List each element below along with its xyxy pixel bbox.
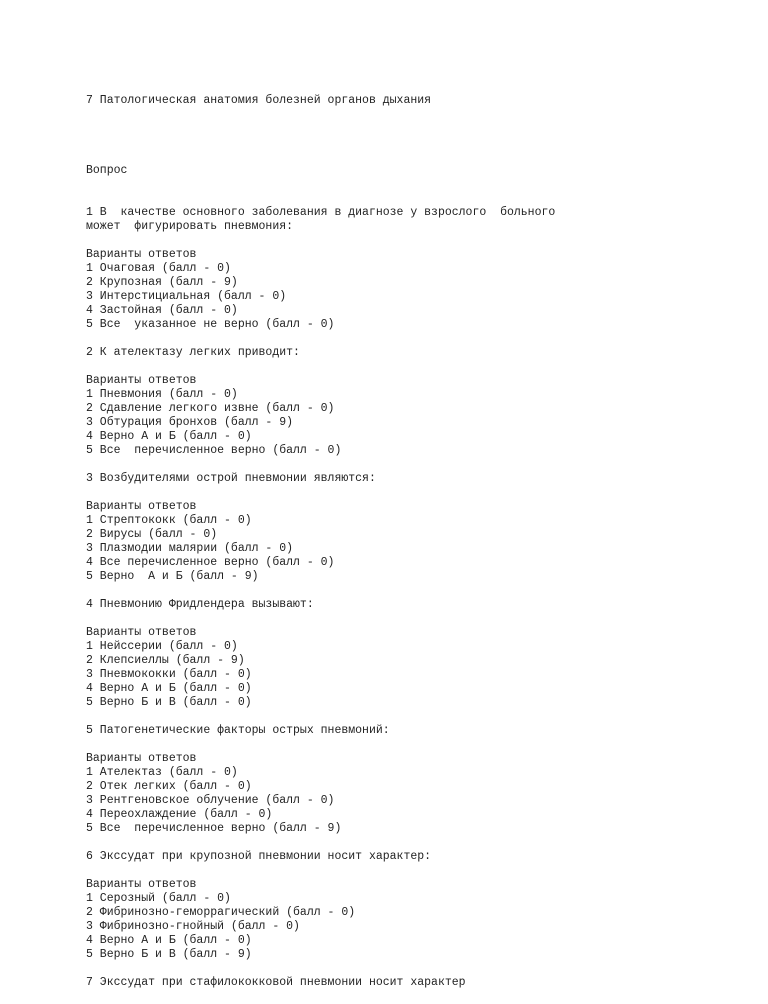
- question-block: [86, 472, 746, 598]
- answer-option: 4 Верно А и Б (балл - 0): [86, 430, 252, 443]
- question-block: [86, 346, 746, 472]
- answer-option: 4 Все перечисленное верно (балл - 0): [86, 556, 335, 569]
- answer-option: 4 Верно А и Б (балл - 0): [86, 934, 252, 947]
- answer-option: 4 Переохлаждение (балл - 0): [86, 808, 273, 821]
- answer-option: 2 Сдавление легкого извне (балл - 0): [86, 402, 335, 415]
- answer-option: 2 Фибринозно-геморрагический (балл - 0): [86, 906, 356, 919]
- question-text: 5 Патогенетические факторы острых пневмоний:: [86, 724, 390, 737]
- question-block: [86, 724, 746, 850]
- question-text: 6 Экссудат при крупозной пневмонии носит характер:: [86, 850, 432, 863]
- answer-option: 2 Отек легких (балл - 0): [86, 780, 252, 793]
- question-block: [86, 206, 746, 346]
- question-list: [86, 206, 746, 990]
- answer-option: 3 Пневмококки (балл - 0): [86, 668, 252, 681]
- answer-option: 5 Все перечисленное верно (балл - 9): [86, 822, 342, 835]
- answers-header: Варианты ответов: [86, 248, 197, 261]
- document-page: [86, 66, 746, 1004]
- question-text: 3 Возбудителями острой пневмонии являются:: [86, 472, 376, 485]
- answer-option: 1 Пневмония (балл - 0): [86, 388, 238, 401]
- answer-option: 4 Застойная (балл - 0): [86, 304, 238, 317]
- question-header: Вопрос: [86, 164, 128, 177]
- answer-option: 5 Верно А и Б (балл - 9): [86, 570, 259, 583]
- answers-header: Варианты ответов: [86, 878, 197, 891]
- answer-option: 1 Нейссерии (балл - 0): [86, 640, 238, 653]
- answers-header: Варианты ответов: [86, 752, 197, 765]
- answer-option: 1 Очаговая (балл - 0): [86, 262, 231, 275]
- answer-option: 3 Интерстициальная (балл - 0): [86, 290, 287, 303]
- answer-option: 1 Серозный (балл - 0): [86, 892, 231, 905]
- answer-option: 3 Обтурация бронхов (балл - 9): [86, 416, 294, 429]
- answer-option: 5 Верно Б и В (балл - 0): [86, 696, 252, 709]
- answer-option: 5 Верно Б и В (балл - 9): [86, 948, 252, 961]
- answer-option: 2 Клепсиеллы (балл - 9): [86, 654, 245, 667]
- answer-option: 4 Верно А и Б (балл - 0): [86, 682, 252, 695]
- question-text: 4 Пневмонию Фридлендера вызывают:: [86, 598, 314, 611]
- question-text: 1 В качестве основного заболевания в диагнозе у взрослого больного: [86, 206, 556, 219]
- answer-option: 1 Ателектаз (балл - 0): [86, 766, 238, 779]
- answer-option: 3 Плазмодии малярии (балл - 0): [86, 542, 294, 555]
- question-block: [86, 598, 746, 724]
- answers-header: Варианты ответов: [86, 500, 197, 513]
- answers-header: Варианты ответов: [86, 374, 197, 387]
- answer-option: 1 Стрептококк (балл - 0): [86, 514, 252, 527]
- question-text: 2 К ателектазу легких приводит:: [86, 346, 300, 359]
- answer-option: 2 Вирусы (балл - 0): [86, 528, 218, 541]
- question-text: может фигурировать пневмония:: [86, 220, 294, 233]
- answers-header: Варианты ответов: [86, 626, 197, 639]
- question-text: 7 Экссудат при стафилококковой пневмонии носит характер: [86, 976, 466, 989]
- answer-option: 2 Крупозная (балл - 9): [86, 276, 238, 289]
- answer-option: 3 Рентгеновское облучение (балл - 0): [86, 794, 335, 807]
- answer-option: 5 Все указанное не верно (балл - 0): [86, 318, 335, 331]
- answer-option: 5 Все перечисленное верно (балл - 0): [86, 444, 342, 457]
- question-block: [86, 850, 746, 976]
- answer-option: 3 Фибринозно-гнойный (балл - 0): [86, 920, 300, 933]
- question-block: [86, 976, 746, 990]
- document-title: 7 Патологическая анатомия болезней органов дыхания: [86, 94, 432, 107]
